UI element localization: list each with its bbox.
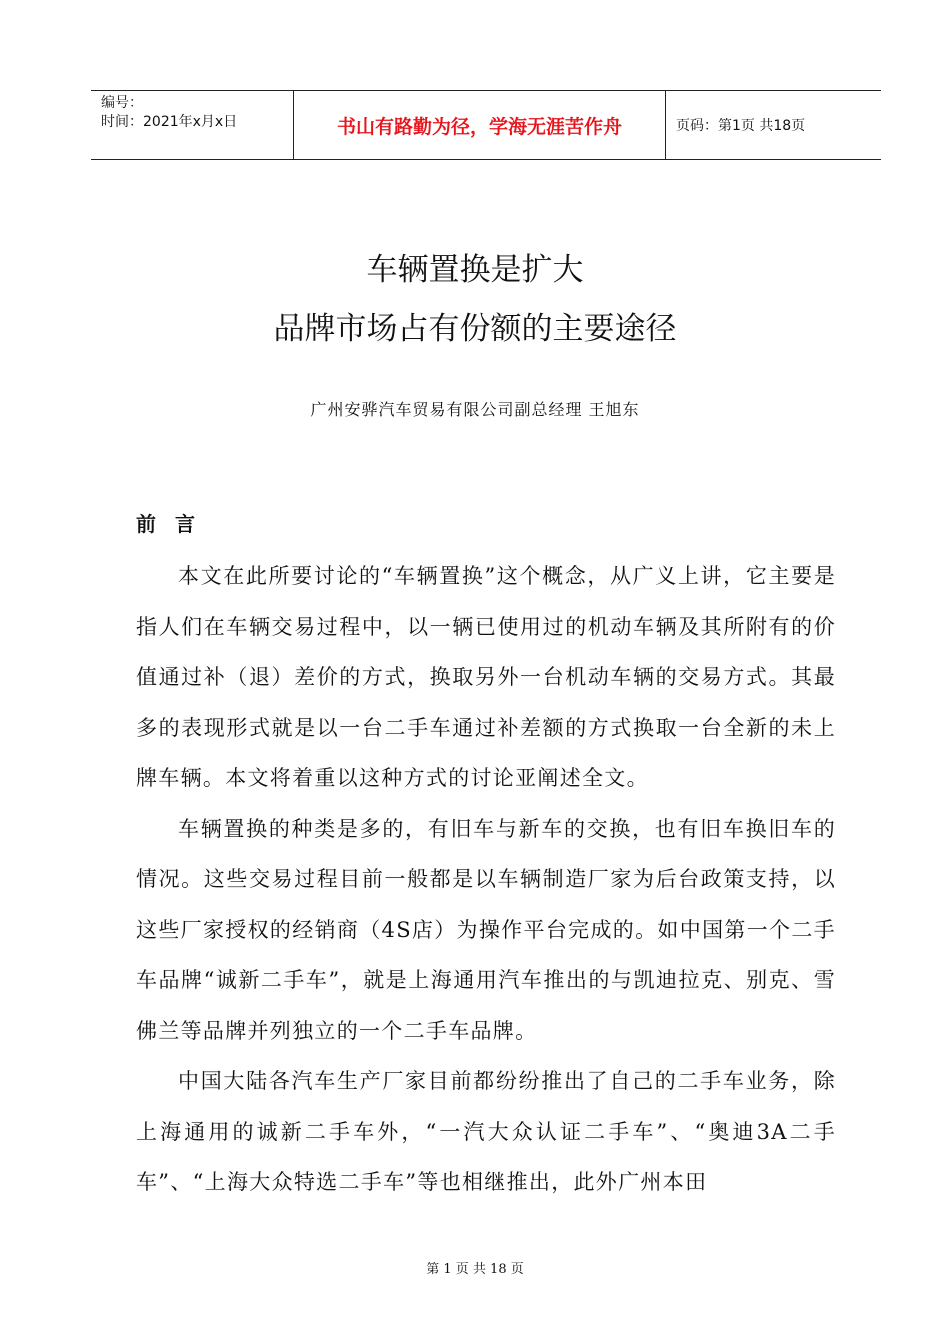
number-label: 编号： bbox=[101, 95, 143, 111]
paragraph: 车辆置换的种类是多的，有旧车与新车的交换，也有旧车换旧车的情况。这些交易过程目前一般都是以车辆制造厂家为后台政策支持，以这些厂家授权的经销商（4S店）为操作平台完成的。如中国第一个二手车品牌“诚新二手车”，就是上海通用汽车推出的与凯迪拉克、别克、雪佛兰等品牌并列独立的一个二手车品牌。 bbox=[136, 816, 836, 1043]
document-title-line-1: 车辆置换是扩大 bbox=[366, 252, 584, 288]
page-footer: 第 1 页 共 18 页 bbox=[426, 1262, 524, 1277]
header-page-info: 页码：第1页 共18页 bbox=[676, 118, 806, 134]
section-heading: 前 言 bbox=[136, 512, 201, 536]
document-title-line-2: 品牌市场占有份额的主要途径 bbox=[273, 311, 677, 347]
time-label: 时间：2021年x月x日 bbox=[101, 114, 238, 130]
header-motto: 书山有路勤为径，学海无涯苦作舟 bbox=[294, 91, 666, 159]
body-text bbox=[136, 551, 836, 1208]
paragraph: 本文在此所要讨论的“车辆置换”这个概念，从广义上讲，它主要是指人们在车辆交易过程中，以一辆已使用过的机动车辆及其所附有的价值通过补（退）差价的方式，换取另外一台机动车辆的交易方式。其最多的表现形式就是以一台二手车通过补差额的方式换取一台全新的未上牌车辆。本文将着重以这种方式的讨论亚阐述全文。 bbox=[136, 564, 836, 790]
author-line: 广州安骅汽车贸易有限公司副总经理 王旭东 bbox=[310, 400, 640, 419]
header-meta bbox=[91, 91, 294, 159]
page-header bbox=[91, 90, 881, 160]
paragraph: 中国大陆各汽车生产厂家目前都纷纷推出了自己的二手车业务，除上海通用的诚新二手车外，“一汽大众认证二手车”、“奥迪3A二手车”、“上海大众特选二手车”等也相继推出，此外广州本田 bbox=[136, 1069, 836, 1194]
